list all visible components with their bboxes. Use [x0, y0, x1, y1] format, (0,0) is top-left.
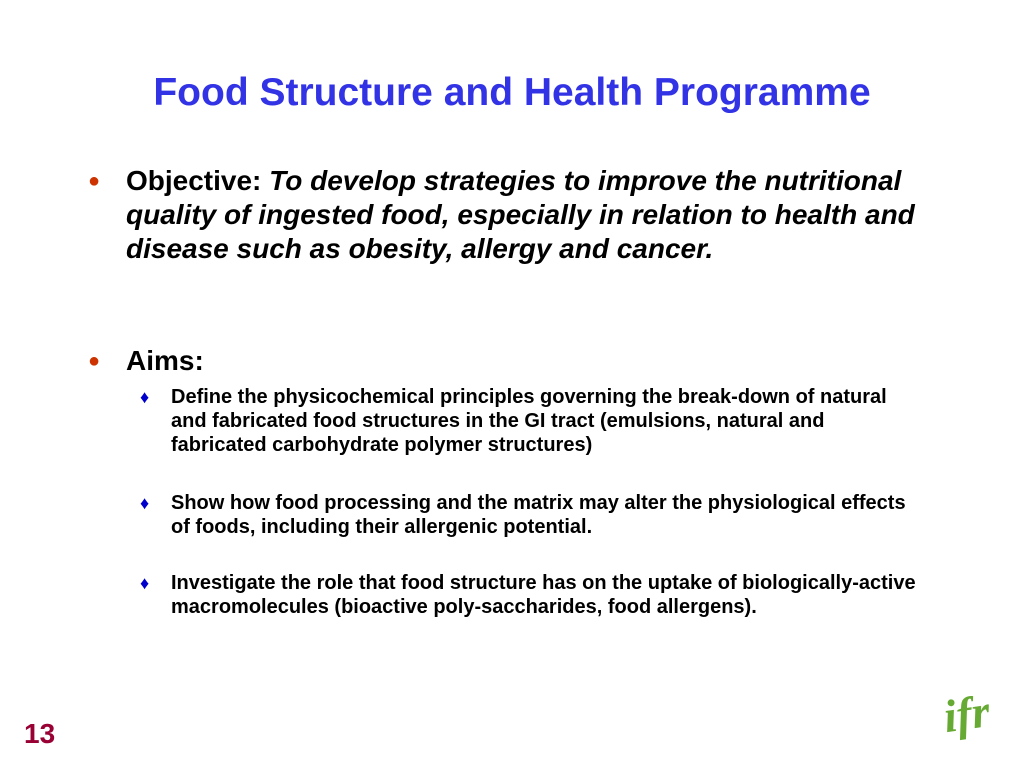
aim-item-text: Investigate the role that food structure has on the uptake of biologically-active macromolecules (bioactive poly-saccharides, food allergens). [171, 572, 916, 618]
diamond-bullet-icon: ♦ [140, 493, 150, 513]
page-number: 13 [24, 718, 56, 749]
aims-label: Aims: [126, 345, 204, 376]
logo-text: ifr [940, 685, 993, 743]
diamond-bullet-icon: ♦ [140, 573, 150, 593]
aim-item-text: Define the physicochemical principles governing the break-down of natural and fabricated food structures in the GI tract (emulsions, natural and fabricated carbohydrate polymer structures) [171, 386, 887, 456]
aim-item-text: Show how food processing and the matrix may alter the physiological effects of foods, including their allergenic potential. [171, 492, 906, 538]
aim-item [140, 571, 920, 619]
slide-title: Food Structure and Health Programme [153, 71, 871, 114]
round-bullet-icon: ● [88, 170, 101, 192]
diamond-bullet-icon: ♦ [140, 387, 150, 407]
objective-text: To develop strategies to improve the nutritional quality of ingested food, especially in relation to health and disease such as obesity, allergy and cancer. [126, 165, 915, 264]
round-bullet-icon: ● [88, 350, 101, 372]
ifr-logo-icon [940, 676, 1010, 746]
aim-item [140, 491, 920, 539]
aims-bullet [88, 344, 918, 378]
aim-item [140, 385, 920, 457]
objective-bullet [88, 164, 918, 266]
objective-label: Objective: [126, 165, 262, 196]
